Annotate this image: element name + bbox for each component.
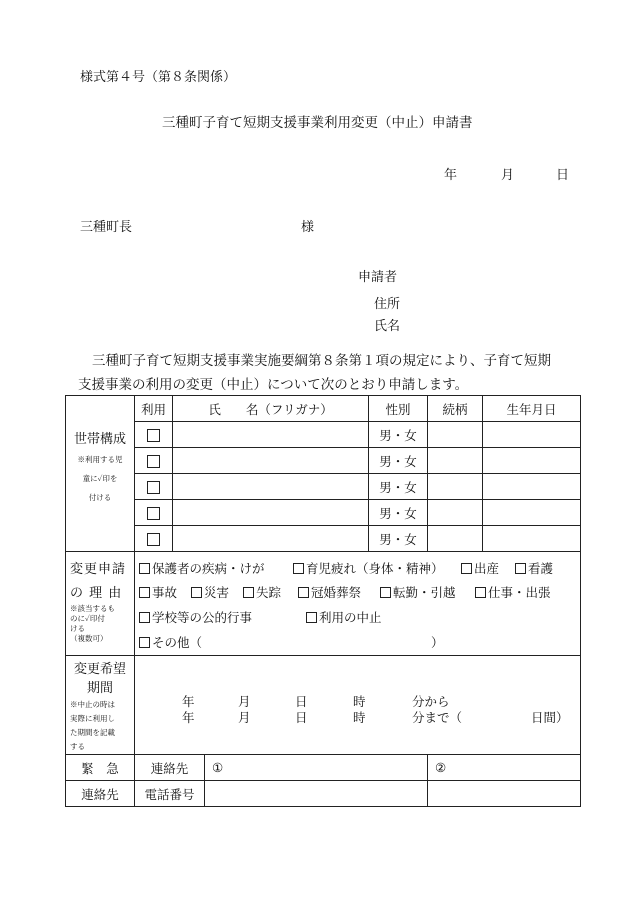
emergency-label-1: 緊 急 <box>66 755 135 781</box>
applicant-address-label: 住所 <box>374 297 401 312</box>
household-note-1: ※利用する児 <box>77 455 123 464</box>
reason-option-relocation[interactable]: 転勤・引越 <box>380 583 456 601</box>
addressee-name: 三種町長 <box>80 220 133 235</box>
member-name-field[interactable] <box>173 500 369 526</box>
checkbox-icon[interactable] <box>139 637 150 648</box>
reason-label-2: の 理 由 <box>70 586 123 601</box>
household-label: 世帯構成 <box>73 432 126 447</box>
checkbox-icon[interactable] <box>191 587 202 598</box>
reason-note-2: のに✓印付 <box>70 614 105 623</box>
reason-option-childcare-fatigue[interactable]: 育児疲れ（身体・精神） <box>293 559 444 577</box>
use-checkbox-cell[interactable] <box>135 422 173 448</box>
member-sex[interactable]: 男・女 <box>369 474 428 500</box>
reason-option-accident[interactable]: 事故 <box>139 583 177 601</box>
member-birth-field[interactable] <box>483 500 581 526</box>
reason-label-cell <box>66 552 135 656</box>
checkbox-icon[interactable] <box>515 563 526 574</box>
member-name-field[interactable] <box>173 526 369 552</box>
contact-label: 連絡先 <box>135 755 205 781</box>
reason-note-1: ※該当するも <box>70 604 115 613</box>
from-year: 年 <box>182 694 195 709</box>
period-note-4: する <box>70 742 85 751</box>
member-birth-field[interactable] <box>483 448 581 474</box>
applicant-label: 申請者 <box>358 270 398 285</box>
date-year: 年 <box>444 168 458 183</box>
reason-option-disaster[interactable]: 災害 <box>191 583 229 601</box>
header-birth: 生年月日 <box>483 396 581 422</box>
checkbox-icon[interactable] <box>475 587 486 598</box>
reason-option-childbirth[interactable]: 出産 <box>461 559 499 577</box>
member-sex[interactable]: 男・女 <box>369 526 428 552</box>
reason-option-illness[interactable]: 保護者の疾病・けが <box>139 559 265 577</box>
header-use: 利用 <box>135 396 173 422</box>
to-minute: 分まで（ <box>412 710 463 725</box>
period-label-1: 変更希望 <box>73 662 126 677</box>
checkbox-icon[interactable] <box>243 587 254 598</box>
member-name-field[interactable] <box>173 474 369 500</box>
use-checkbox[interactable] <box>147 481 160 494</box>
use-checkbox[interactable] <box>147 429 160 442</box>
contact-first[interactable]: ① <box>205 755 428 781</box>
member-relation-field[interactable] <box>428 422 483 448</box>
member-name-field[interactable] <box>173 422 369 448</box>
period-note-3: た期間を記載 <box>70 728 115 737</box>
use-checkbox[interactable] <box>147 455 160 468</box>
reason-option-missing[interactable]: 失踪 <box>243 583 281 601</box>
household-label-cell <box>66 396 135 552</box>
period-label-cell <box>66 656 135 755</box>
checkbox-icon[interactable] <box>306 612 317 623</box>
use-checkbox[interactable] <box>147 533 160 546</box>
to-hour: 時 <box>353 710 366 725</box>
member-sex[interactable]: 男・女 <box>369 422 428 448</box>
use-checkbox-cell[interactable] <box>135 474 173 500</box>
phone-first-field[interactable] <box>205 781 428 807</box>
page-title: 三種町子育て短期支援事業利用変更（中止）申請書 <box>162 115 473 131</box>
header-relation: 続柄 <box>428 396 483 422</box>
phone-second-field[interactable] <box>428 781 581 807</box>
intro-line-1: 三種町子育て短期支援事業実施要綱第８条第１項の規定により、子育て短期 <box>92 353 551 369</box>
member-relation-field[interactable] <box>428 474 483 500</box>
member-relation-field[interactable] <box>428 448 483 474</box>
applicant-name-label: 氏名 <box>374 319 401 334</box>
member-birth-field[interactable] <box>483 474 581 500</box>
checkbox-icon[interactable] <box>139 587 150 598</box>
addressee-honorific: 様 <box>301 220 315 235</box>
checkbox-icon[interactable] <box>380 587 391 598</box>
header-name: 氏 名（フリガナ） <box>173 396 369 422</box>
checkbox-icon[interactable] <box>298 587 309 598</box>
member-birth-field[interactable] <box>483 526 581 552</box>
reason-other-close: ） <box>431 635 444 650</box>
reason-label-1: 変更申請 <box>70 562 127 577</box>
reason-note-3: ける <box>70 624 85 633</box>
to-day: 日 <box>295 710 308 725</box>
household-note-3: 付ける <box>88 493 112 502</box>
form-number: 様式第４号（第８条関係） <box>80 70 237 85</box>
member-relation-field[interactable] <box>428 526 483 552</box>
reason-options-cell <box>135 552 581 656</box>
application-table <box>65 395 581 807</box>
member-relation-field[interactable] <box>428 500 483 526</box>
to-month: 月 <box>238 710 251 725</box>
checkbox-icon[interactable] <box>139 563 150 574</box>
member-sex[interactable]: 男・女 <box>369 500 428 526</box>
checkbox-icon[interactable] <box>139 612 150 623</box>
checkbox-icon[interactable] <box>293 563 304 574</box>
reason-option-work[interactable]: 仕事・出張 <box>475 583 551 601</box>
from-day: 日 <box>295 694 308 709</box>
contact-second[interactable]: ② <box>428 755 581 781</box>
member-name-field[interactable] <box>173 448 369 474</box>
to-days: 日間） <box>531 710 569 725</box>
member-birth-field[interactable] <box>483 422 581 448</box>
use-checkbox-cell[interactable] <box>135 448 173 474</box>
reason-option-nursing[interactable]: 看護 <box>515 559 553 577</box>
reason-note-4: （複数可） <box>70 634 108 643</box>
period-note-2: 実際に利用し <box>70 714 115 723</box>
date-day: 日 <box>556 168 570 183</box>
emergency-label-2: 連絡先 <box>66 781 135 807</box>
intro-line-2: 支援事業の利用の変更（中止）について次のとおり申請します。 <box>78 377 469 393</box>
to-year: 年 <box>182 710 195 725</box>
period-label-2: 期間 <box>86 681 113 696</box>
from-minute: 分から <box>412 694 450 709</box>
reason-option-school-event[interactable]: 学校等の公的行事 <box>139 608 252 626</box>
period-fields-cell[interactable] <box>135 656 581 755</box>
reason-option-other[interactable]: その他（ <box>139 633 202 651</box>
from-month: 月 <box>238 694 251 709</box>
header-sex: 性別 <box>369 396 428 422</box>
checkbox-icon[interactable] <box>461 563 472 574</box>
household-note-2: 童に✓印を <box>82 474 118 483</box>
use-checkbox[interactable] <box>147 507 160 520</box>
use-checkbox-cell[interactable] <box>135 500 173 526</box>
reason-option-cancel-use[interactable]: 利用の中止 <box>306 608 382 626</box>
use-checkbox-cell[interactable] <box>135 526 173 552</box>
reason-option-ceremony[interactable]: 冠婚葬祭 <box>298 583 361 601</box>
from-hour: 時 <box>353 694 366 709</box>
date-month: 月 <box>501 168 515 183</box>
period-note-1: ※中止の時は <box>70 700 115 709</box>
phone-label: 電話番号 <box>135 781 205 807</box>
member-sex[interactable]: 男・女 <box>369 448 428 474</box>
